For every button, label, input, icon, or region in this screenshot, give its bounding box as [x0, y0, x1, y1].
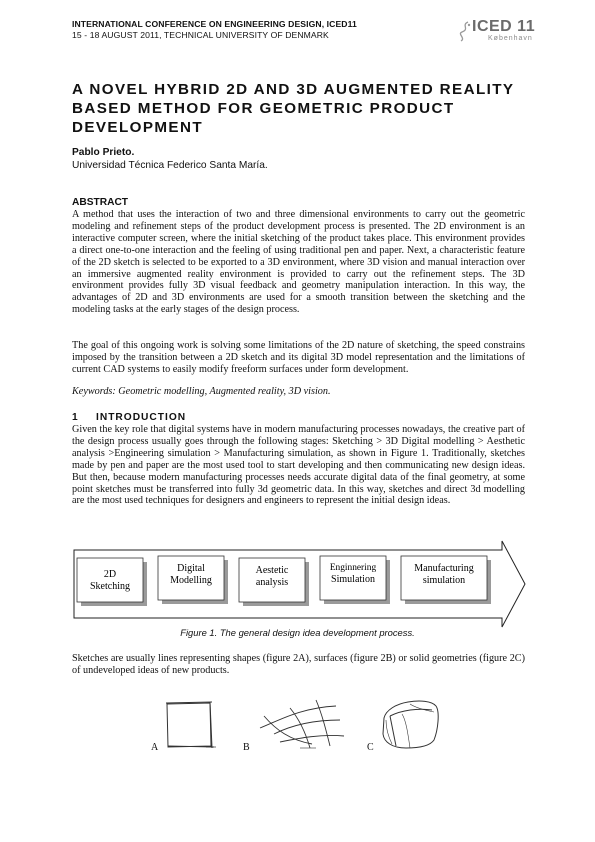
figure-2-label-a: A: [151, 742, 159, 753]
abstract-paragraph-1: A method that uses the interaction of two and three dimensional environments to carry out the geometric modeling and refinement steps of the product development process is presented. The 2D environment is an interactive computer screen, where the initial sketching of the product takes place. This environment provides a direct one-to-one interaction and the feeling of using traditional pen and paper. Next, a characteristic feature of the 2D sketch is selected to be exported to a 3D environment, where 3D vision and manual interaction over an immersive augmented reality environment is provided to carry out the refinement steps. The 3D environment provides fully 3D visual feedback and geometry manipulation interaction. In this way, the advantages of 2D and 3D environments are used for a smooth transition between the sketching and the modeling tasks at the early stages of the design process.: [72, 209, 525, 316]
author-name: Pablo Prieto.: [72, 147, 135, 158]
stage-2-line-1: Digital: [177, 563, 205, 574]
stage-box-4: [320, 556, 390, 604]
author-affiliation: Universidad Técnica Federico Santa María.: [72, 160, 268, 171]
stage-box-5: [401, 556, 491, 604]
stage-1-line-2: Sketching: [90, 581, 130, 592]
figure-2-label-c: C: [367, 742, 374, 753]
section-number: 1: [72, 412, 79, 423]
iced-logo: [458, 18, 538, 46]
stage-box-3: [239, 558, 309, 606]
keywords: Keywords: Geometric modelling, Augmented reality, 3D vision.: [72, 386, 331, 397]
conference-dates: 15 - 18 AUGUST 2011, TECHNICAL UNIVERSITY OF DENMARK: [72, 30, 329, 40]
stage-5-line-1: Manufacturing: [414, 563, 474, 574]
abstract-heading: ABSTRACT: [72, 197, 129, 208]
figure-2-sketches: [140, 690, 460, 760]
figure-1-caption: Figure 1. The general design idea development process.: [180, 627, 415, 638]
logo-text: ICED 11: [472, 18, 536, 35]
stage-3-line-2: analysis: [255, 577, 289, 588]
stage-1-line-1: 2D: [103, 569, 117, 580]
sketch-c-solid: [383, 701, 438, 748]
section-title: INTRODUCTION: [96, 412, 187, 423]
abstract-paragraph-2: The goal of this ongoing work is solving some limitations of the 2D nature of sketching, the speed constrains imposed by the transition between a 2D sketch and its digital 3D model representation and the limitations of current CAD systems to easily modify freeform surfaces under form development.: [72, 340, 525, 375]
stage-5-line-2: simulation: [422, 575, 466, 586]
sketch-b-surface: [260, 700, 344, 748]
logo-swirl-icon: [458, 20, 472, 42]
stage-4-line-1: Enginnering: [329, 563, 377, 573]
conference-name: INTERNATIONAL CONFERENCE ON ENGINEERING DESIGN, ICED11: [72, 19, 357, 29]
paper-title: A NOVEL HYBRID 2D AND 3D AUGMENTED REALITY BASED METHOD FOR GEOMETRIC PRODUCT DEVELOPMENT: [72, 81, 515, 136]
stage-box-1: [77, 558, 147, 606]
stage-2-line-2: Modelling: [170, 575, 212, 586]
figure-1-process-diagram: [72, 540, 527, 628]
sketch-a-square: [166, 702, 216, 748]
figure-2-label-b: B: [243, 742, 250, 753]
section-heading-introduction: [72, 412, 186, 423]
stage-box-2: [158, 556, 228, 604]
intro-paragraph-2: Sketches are usually lines representing shapes (figure 2A), surfaces (figure 2B) or solid geometries (figure 2C) of undeveloped ideas of new products.: [72, 653, 525, 676]
logo-subtext: København: [488, 35, 533, 42]
stage-3-line-1: Aestetic: [255, 565, 289, 576]
stage-4-line-2: Simulation: [331, 574, 375, 585]
intro-paragraph-1: Given the key role that digital systems have in modern manufacturing processes nowadays, the creative part of the design process usually goes through the following stages: Sketching > 3D Digital modelling > Aesthetic analysis >Engineering simulation > Manufacturing simulation, as shown in Figure 1. Traditionally, sketches made by pen and paper are the most used tool to start developing and then communicating new design ideas. But then, because modern manufacturing processes needs accurate digital data of the final geometry, at some point sketches must be transferred into fully 3d geometric data. In this way, sketches and direct 3d modelling are the most used techniques for designers and engineers to represent the initial design ideas.: [72, 424, 525, 507]
